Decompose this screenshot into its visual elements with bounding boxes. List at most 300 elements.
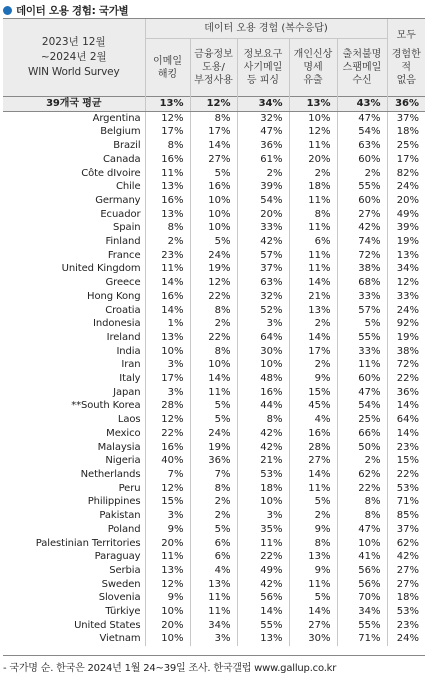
cell-value: 13%: [145, 331, 190, 345]
cell-value: 14%: [145, 304, 190, 318]
cell-value: 57%: [337, 304, 387, 318]
cell-value: 15%: [289, 386, 337, 400]
cell-value: 16%: [145, 153, 190, 167]
cell-value: 50%: [337, 441, 387, 455]
cell-value: 37%: [237, 262, 289, 276]
cell-value: 32%: [237, 111, 289, 125]
cell-value: 11%: [237, 537, 289, 551]
cell-value: 20%: [289, 153, 337, 167]
cell-value: 24%: [387, 304, 425, 318]
header-col-personal-leak: [289, 39, 337, 97]
cell-value: 13%: [145, 208, 190, 222]
cell-value: 9%: [145, 523, 190, 537]
table-row: [3, 194, 425, 208]
cell-value: 18%: [289, 180, 337, 194]
cell-value: 61%: [237, 153, 289, 167]
cell-value: 62%: [337, 468, 387, 482]
table-row: [3, 180, 425, 194]
cell-value: 17%: [387, 153, 425, 167]
table-row: [3, 290, 425, 304]
cell-value: 52%: [237, 304, 289, 318]
cell-value: 42%: [337, 221, 387, 235]
cell-value: 10%: [145, 345, 190, 359]
table-row: [3, 523, 425, 537]
cell-value: 23%: [145, 249, 190, 263]
cell-value: 39%: [237, 180, 289, 194]
cell-value: 8%: [337, 509, 387, 523]
table-row: [3, 578, 425, 592]
average-value: 36%: [387, 97, 425, 112]
table-row: [3, 619, 425, 633]
average-value: 34%: [237, 97, 289, 112]
country-name: Hong Kong: [87, 290, 141, 302]
cell-value: 11%: [289, 262, 337, 276]
cell-value: 24%: [190, 249, 237, 263]
cell-value: 12%: [145, 578, 190, 592]
cell-value: 27%: [289, 619, 337, 633]
cell-value: 14%: [237, 605, 289, 619]
table-body: [3, 97, 425, 647]
cell-value: 10%: [289, 111, 337, 125]
cell-value: 62%: [387, 537, 425, 551]
cell-value: 60%: [337, 372, 387, 386]
table-row: [3, 139, 425, 153]
cell-value: 27%: [190, 153, 237, 167]
cell-value: 33%: [337, 290, 387, 304]
country-name: United Kingdom: [61, 263, 141, 275]
cell-value: 20%: [237, 208, 289, 222]
country-name: Mexico: [106, 427, 141, 439]
cell-value: 33%: [337, 345, 387, 359]
cell-value: 56%: [337, 578, 387, 592]
cell-value: 17%: [190, 125, 237, 139]
cell-value: 12%: [387, 276, 425, 290]
table-row: [3, 276, 425, 290]
cell-value: 12%: [145, 111, 190, 125]
cell-value: 24%: [190, 427, 237, 441]
country-name: Türkiye: [105, 606, 141, 618]
cell-value: 2%: [289, 167, 337, 181]
cell-value: 13%: [145, 564, 190, 578]
cell-value: 14%: [289, 331, 337, 345]
cell-value: 3%: [237, 317, 289, 331]
cell-value: 8%: [237, 413, 289, 427]
cell-value: 22%: [337, 482, 387, 496]
cell-value: 53%: [237, 468, 289, 482]
cell-value: 2%: [190, 317, 237, 331]
cell-value: 38%: [337, 262, 387, 276]
cell-value: 44%: [237, 399, 289, 413]
cell-value: 27%: [289, 454, 337, 468]
page-title: 데이터 오용 경험: 국가별: [16, 4, 129, 17]
average-value: 13%: [145, 97, 190, 112]
cell-value: 11%: [289, 194, 337, 208]
title-bar: [3, 2, 128, 18]
cell-value: 2%: [337, 167, 387, 181]
cell-value: 16%: [237, 386, 289, 400]
cell-value: 10%: [337, 537, 387, 551]
table-row: [3, 482, 425, 496]
cell-value: 25%: [337, 413, 387, 427]
table-row: [3, 125, 425, 139]
cell-value: 12%: [145, 413, 190, 427]
table-row: [3, 372, 425, 386]
cell-value: 41%: [337, 550, 387, 564]
cell-value: 2%: [289, 317, 337, 331]
cell-value: 13%: [145, 180, 190, 194]
cell-value: 35%: [237, 523, 289, 537]
cell-value: 2%: [145, 235, 190, 249]
header-line: 경험한: [391, 48, 421, 60]
average-row: [3, 97, 425, 112]
cell-value: 28%: [145, 399, 190, 413]
header-line: 등 피싱: [246, 75, 280, 86]
cell-value: 9%: [289, 372, 337, 386]
table-row: [3, 468, 425, 482]
cell-value: 5%: [190, 399, 237, 413]
cell-value: 8%: [289, 208, 337, 222]
cell-value: 3%: [237, 509, 289, 523]
cell-value: 11%: [289, 249, 337, 263]
table-row: [3, 304, 425, 318]
cell-value: 10%: [190, 221, 237, 235]
cell-value: 10%: [237, 358, 289, 372]
cell-value: 27%: [387, 564, 425, 578]
country-name: Iran: [121, 359, 141, 371]
cell-value: 54%: [237, 194, 289, 208]
header-line: 적: [401, 61, 412, 73]
cell-value: 2%: [289, 509, 337, 523]
cell-value: 68%: [337, 276, 387, 290]
cell-value: 22%: [190, 331, 237, 345]
cell-value: 15%: [145, 495, 190, 509]
cell-value: 37%: [387, 523, 425, 537]
table-row: [3, 235, 425, 249]
country-name: Brazil: [113, 140, 141, 152]
cell-value: 8%: [190, 111, 237, 125]
cell-value: 34%: [337, 605, 387, 619]
cell-value: 15%: [387, 454, 425, 468]
data-table: [3, 19, 425, 646]
cell-value: 70%: [337, 591, 387, 605]
cell-value: 14%: [289, 468, 337, 482]
cell-value: 4%: [289, 413, 337, 427]
cell-value: 2%: [237, 167, 289, 181]
cell-value: 11%: [190, 591, 237, 605]
cell-value: 3%: [145, 509, 190, 523]
country-name: Sweden: [101, 578, 141, 590]
country-name: Greece: [105, 277, 141, 289]
country-name: Finland: [105, 236, 141, 248]
cell-value: 6%: [190, 537, 237, 551]
country-name: Côte dIvoire: [81, 167, 141, 179]
table-row: [3, 345, 425, 359]
cell-value: 7%: [145, 468, 190, 482]
cell-value: 28%: [289, 441, 337, 455]
cell-value: 20%: [145, 537, 190, 551]
cell-value: 36%: [190, 454, 237, 468]
cell-value: 82%: [387, 167, 425, 181]
cell-value: 8%: [145, 221, 190, 235]
header-line: 출처불명: [342, 49, 382, 60]
cell-value: 23%: [387, 619, 425, 633]
cell-value: 40%: [145, 454, 190, 468]
cell-value: 17%: [289, 345, 337, 359]
cell-value: 39%: [387, 221, 425, 235]
cell-value: 10%: [190, 194, 237, 208]
cell-value: 47%: [337, 111, 387, 125]
cell-value: 16%: [145, 194, 190, 208]
table-row: [3, 413, 425, 427]
header-line: 모두: [396, 29, 416, 41]
cell-value: 22%: [145, 427, 190, 441]
header-line: 유출: [303, 75, 323, 86]
cell-value: 30%: [289, 632, 337, 646]
cell-value: 3%: [145, 386, 190, 400]
country-name: Palestinian Territories: [35, 537, 141, 549]
table-row: [3, 454, 425, 468]
cell-value: 12%: [190, 276, 237, 290]
cell-value: 10%: [237, 495, 289, 509]
cell-value: 19%: [190, 441, 237, 455]
country-name: Germany: [95, 194, 141, 206]
cell-value: 66%: [337, 427, 387, 441]
cell-value: 60%: [337, 194, 387, 208]
cell-value: 22%: [190, 290, 237, 304]
cell-value: 30%: [237, 345, 289, 359]
cell-value: 14%: [190, 139, 237, 153]
header-line: 스팸메일: [342, 62, 382, 73]
cell-value: 42%: [237, 427, 289, 441]
cell-value: 74%: [337, 235, 387, 249]
average-value: 43%: [337, 97, 387, 112]
cell-value: 8%: [145, 139, 190, 153]
table-row: [3, 632, 425, 646]
country-name: United States: [74, 619, 141, 631]
cell-value: 49%: [237, 564, 289, 578]
table-row: [3, 208, 425, 222]
cell-value: 13%: [289, 304, 337, 318]
cell-value: 57%: [237, 249, 289, 263]
cell-value: 42%: [237, 235, 289, 249]
cell-value: 14%: [289, 605, 337, 619]
data-table-container: [3, 18, 425, 656]
cell-value: 47%: [337, 523, 387, 537]
table-row: [3, 605, 425, 619]
cell-value: 64%: [387, 413, 425, 427]
cell-value: 14%: [190, 372, 237, 386]
country-name: Poland: [107, 523, 141, 535]
cell-value: 64%: [237, 331, 289, 345]
cell-value: 22%: [387, 372, 425, 386]
table-row: [3, 317, 425, 331]
cell-value: 11%: [145, 550, 190, 564]
cell-value: 8%: [289, 537, 337, 551]
header-line: 금융정보: [194, 49, 233, 60]
cell-value: 42%: [237, 578, 289, 592]
cell-value: 2%: [337, 454, 387, 468]
table-row: [3, 509, 425, 523]
cell-value: 14%: [387, 427, 425, 441]
table-row: [3, 441, 425, 455]
country-name: Canada: [103, 153, 141, 165]
cell-value: 18%: [387, 125, 425, 139]
cell-value: 49%: [387, 208, 425, 222]
header-line: 명세: [303, 62, 323, 73]
cell-value: 42%: [387, 550, 425, 564]
cell-value: 19%: [190, 262, 237, 276]
table-row: [3, 495, 425, 509]
cell-value: 13%: [387, 249, 425, 263]
country-name: Ireland: [106, 331, 141, 343]
cell-value: 45%: [289, 399, 337, 413]
cell-value: 36%: [237, 139, 289, 153]
cell-value: 12%: [289, 125, 337, 139]
header-col-spam: [337, 39, 387, 97]
cell-value: 54%: [337, 399, 387, 413]
cell-value: 13%: [237, 632, 289, 646]
cell-value: 16%: [145, 441, 190, 455]
table-row: [3, 167, 425, 181]
cell-value: 11%: [190, 605, 237, 619]
country-name: Malaysia: [97, 441, 141, 453]
cell-value: 11%: [289, 482, 337, 496]
table-row: [3, 111, 425, 125]
cell-value: 16%: [289, 427, 337, 441]
cell-value: 23%: [387, 441, 425, 455]
cell-value: 11%: [190, 386, 237, 400]
cell-value: 17%: [145, 372, 190, 386]
country-name: Nigeria: [105, 455, 141, 467]
cell-value: 5%: [190, 167, 237, 181]
cell-value: 32%: [237, 290, 289, 304]
cell-value: 10%: [190, 208, 237, 222]
header-label-line: 2023년 12월: [41, 36, 106, 48]
cell-value: 27%: [337, 208, 387, 222]
header-label-cell: [3, 19, 145, 97]
cell-value: 6%: [190, 550, 237, 564]
cell-value: 9%: [289, 564, 337, 578]
cell-value: 11%: [145, 262, 190, 276]
cell-value: 63%: [337, 139, 387, 153]
header-line: 부정사용: [194, 75, 233, 86]
cell-value: 55%: [337, 180, 387, 194]
table-row: [3, 537, 425, 551]
cell-value: 8%: [190, 482, 237, 496]
cell-value: 72%: [387, 358, 425, 372]
cell-value: 2%: [190, 509, 237, 523]
cell-value: 85%: [387, 509, 425, 523]
cell-value: 21%: [237, 454, 289, 468]
cell-value: 11%: [289, 139, 337, 153]
cell-value: 18%: [237, 482, 289, 496]
average-value: 13%: [289, 97, 337, 112]
cell-value: 22%: [237, 550, 289, 564]
table-row: [3, 550, 425, 564]
table-row: [3, 249, 425, 263]
blue-dot-icon: [3, 6, 12, 15]
country-name: **South Korea: [71, 400, 141, 412]
cell-value: 38%: [387, 345, 425, 359]
table-row: [3, 427, 425, 441]
cell-value: 11%: [289, 578, 337, 592]
country-name: Croatia: [105, 304, 141, 316]
cell-value: 5%: [289, 591, 337, 605]
cell-value: 16%: [190, 180, 237, 194]
cell-value: 2%: [190, 495, 237, 509]
cell-value: 33%: [387, 290, 425, 304]
header-line: 도용/: [202, 62, 225, 73]
cell-value: 8%: [337, 495, 387, 509]
country-name: Paraguay: [94, 551, 141, 563]
cell-value: 25%: [387, 139, 425, 153]
cell-value: 42%: [237, 441, 289, 455]
cell-value: 11%: [337, 358, 387, 372]
country-name: Laos: [117, 414, 141, 426]
cell-value: 54%: [337, 125, 387, 139]
header-line: 이메일: [153, 55, 182, 67]
cell-value: 27%: [387, 578, 425, 592]
cell-value: 10%: [145, 605, 190, 619]
cell-value: 71%: [337, 632, 387, 646]
table-row: [3, 221, 425, 235]
cell-value: 37%: [387, 111, 425, 125]
cell-value: 9%: [145, 591, 190, 605]
average-label: 39개국 평균: [3, 97, 145, 112]
cell-value: 18%: [387, 591, 425, 605]
table-row: [3, 386, 425, 400]
header-line: 사기메일: [243, 62, 283, 73]
header-col-none: [387, 19, 425, 97]
cell-value: 19%: [387, 235, 425, 249]
header-label-line: WIN World Survey: [28, 66, 120, 78]
country-name: Belgium: [100, 126, 141, 138]
cell-value: 10%: [190, 358, 237, 372]
country-name: Spain: [113, 222, 141, 234]
header-line: 개인신상: [293, 49, 333, 60]
cell-value: 22%: [387, 468, 425, 482]
cell-value: 13%: [289, 550, 337, 564]
cell-value: 6%: [289, 235, 337, 249]
cell-value: 24%: [387, 180, 425, 194]
cell-value: 60%: [337, 153, 387, 167]
cell-value: 1%: [145, 317, 190, 331]
cell-value: 3%: [190, 632, 237, 646]
cell-value: 5%: [289, 495, 337, 509]
cell-value: 7%: [190, 468, 237, 482]
cell-value: 55%: [337, 331, 387, 345]
country-name: Serbia: [109, 564, 141, 576]
cell-value: 72%: [337, 249, 387, 263]
table-row: [3, 153, 425, 167]
cell-value: 63%: [237, 276, 289, 290]
cell-value: 4%: [190, 564, 237, 578]
country-name: India: [116, 345, 141, 357]
cell-value: 5%: [190, 235, 237, 249]
country-name: Vietnam: [99, 633, 141, 645]
cell-value: 21%: [289, 290, 337, 304]
cell-value: 8%: [190, 304, 237, 318]
cell-value: 11%: [145, 167, 190, 181]
cell-value: 5%: [190, 413, 237, 427]
country-name: Japan: [113, 386, 141, 398]
cell-value: 12%: [145, 482, 190, 496]
header-col-email-hacking: [145, 39, 190, 97]
cell-value: 71%: [387, 495, 425, 509]
header-line: 없음: [396, 74, 416, 86]
cell-value: 17%: [145, 125, 190, 139]
cell-value: 56%: [337, 564, 387, 578]
